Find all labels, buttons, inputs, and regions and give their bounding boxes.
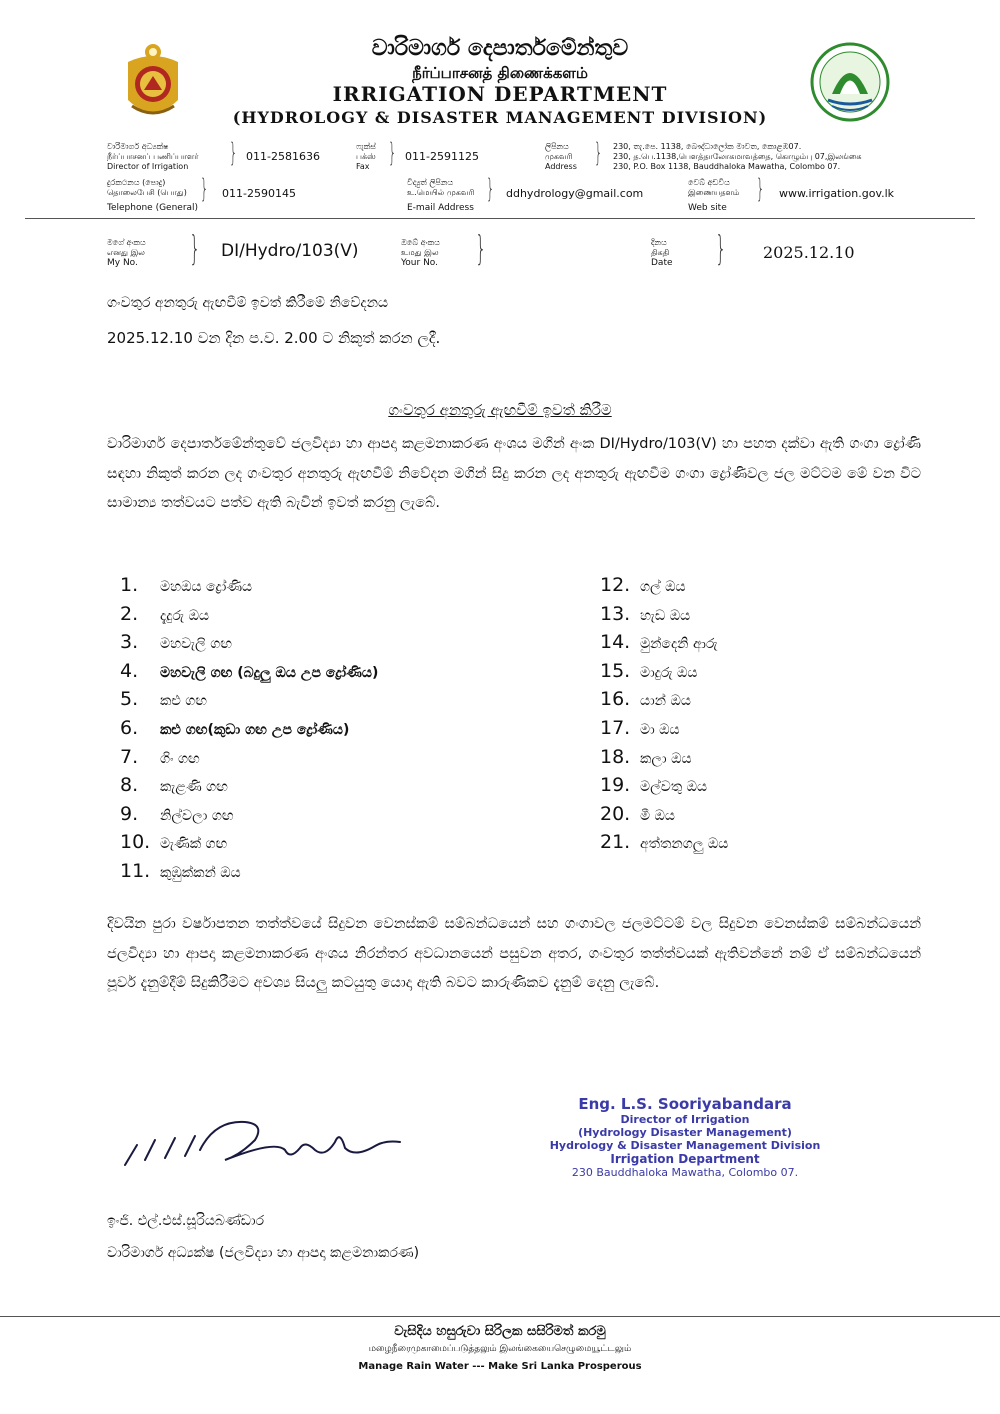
list-item [120,717,540,746]
list-number: 8. [120,774,139,797]
footer-slogan-ta: மழைநீரைமுகாமைப்படுத்தலும் இலங்கையைசெழுமையூட்டலும் [368,1344,632,1354]
list-text: හැඩ ඔය [640,607,691,624]
list-number: 11. [120,859,151,882]
notice-title: ගංවතුර අනතුරු ඇඟවීම් ඉවත් කිරීමේ නිවේදනය [107,295,389,311]
list-text: අත්තනගලු ඔය [640,836,729,853]
list-text: මා ඔය [640,721,680,738]
list-item [600,803,920,832]
brace: } [594,138,603,168]
list-text: කලා ඔය [640,750,692,767]
list-item [600,688,920,717]
list-number: 3. [120,631,139,654]
notice-issued: 2025.12.10 වන දින ප.ව. 2.00 ට නිකුත් කරන ලදී. [107,329,441,347]
my-no-label: මගේ අංකය எனது இல My No. [107,238,146,268]
website-url: www.irrigation.gov.lk [779,187,895,200]
list-text: මහවැලි ගඟ (බදුලු ඔය උප ද්‍රෝණිය) [160,664,379,681]
signatory-title: වාරිමාර්ග අධ්‍යක්ෂ (ජලවිද්‍යා හා ආපදා කළමනාකරණ) [107,1245,420,1261]
director-phone: 011-2581636 [246,150,320,163]
brace: } [189,229,201,269]
list-text: මී ඔය [640,807,675,824]
list-text: නිල්වලා ගඟ [160,807,234,824]
handwritten-signature [115,1110,415,1180]
signatory-name: ඉංජි. එල්.එස්.සූරියබණ්ඩාර [107,1213,265,1229]
list-text: ගල් ඔය [640,579,686,595]
email-label: විද්‍යුත් ලිපිනය உ.மெயில் முகவரி E-mail Address [407,178,475,213]
brace: } [715,229,727,269]
basin-list-left [120,574,540,889]
list-number: 20. [600,802,631,825]
section-heading: ගංවතුර අනතුරු ඇඟවීම් ඉවත් කිරීම [388,401,612,419]
list-item [120,631,540,660]
list-item [600,574,920,603]
address-text: 230, තැ.පෙ. 1138, බෞද්ධාලෝක මාවත, කොළඹ07. 230, த.பெ.1138,பௌத்தாலோகமாவத்தை, கொழும்பு 07,இலங்கை 230, P.O. Box 1138, Bauddhaloka Mawatha, Colombo 07. [613,142,862,171]
list-text: කුඹුක්කන් ඔය [160,864,241,881]
list-text: දැදුරු ඔය [160,607,210,624]
list-item [600,717,920,746]
director-label: වාරිමාර්ග අධ්‍යක්ෂ நீர்ப்பாசனப் பணிப்பாளர் Director of Irrigation [107,142,199,171]
list-number: 1. [120,574,139,596]
list-item [120,831,540,860]
list-number: 10. [120,831,151,854]
list-item [120,574,540,603]
list-item [600,660,920,689]
brace: } [229,138,238,168]
list-number: 13. [600,602,631,625]
list-text: මැණික් ගඟ [160,836,228,853]
list-text: යාන් ඔය [640,693,691,710]
your-no-label: ඔබේ අංකය உமது இல Your No. [401,238,440,268]
list-item [120,774,540,803]
list-text: මාදුරු ඔය [640,664,698,681]
title-sinhala: වාරිමාර්ග දෙපාර්තමේන්තුව [371,36,629,61]
list-number: 12. [600,574,631,596]
list-text: කැළණි ගඟ [160,779,228,796]
list-item [120,803,540,832]
fax-number: 011-2591125 [405,150,479,163]
official-stamp: Eng. L.S. Sooriyabandara Director of Irrigation (Hydrology Disaster Management) Hydrology & Disaster Management Division Irrigation Department 230 Bauddhaloka Mawatha, Colombo 07. [549,1095,821,1179]
header-divider [25,218,975,219]
date-value: 2025.12.10 [763,243,855,262]
address-label: ලිපිනය முகவரி Address [545,142,577,171]
list-item [120,603,540,632]
fax-label: ෆැක්ස් பக்ஸ் Fax [356,142,376,171]
brace: } [200,174,209,204]
my-no-value: DI/Hydro/103(V) [221,241,359,261]
title-tamil: நீர்ப்பாசனத் திணைக்களம் [412,64,588,82]
list-number: 5. [120,688,139,711]
list-text: මුන්දෙනි ආරු [640,636,718,653]
list-item [120,860,540,889]
brace: } [475,229,487,269]
footer-divider [0,1316,1000,1317]
date-label: දිනය திகதி Date [651,238,673,268]
list-item [120,660,540,689]
list-item [600,603,920,632]
email-address: ddhydrology@gmail.com [506,187,644,200]
footer-slogan-si: වැසිදිය හසුරුවා සිරිලක සසිරිමත් කරමු [394,1324,606,1339]
title-english: IRRIGATION DEPARTMENT [332,82,668,106]
list-number: 6. [120,716,139,739]
list-number: 4. [120,659,139,682]
division-title: (HYDROLOGY & DISASTER MANAGEMENT DIVISION) [232,108,768,127]
list-text: ගිං ගඟ [160,750,200,767]
list-item [120,688,540,717]
list-text: මහඔය ද්‍රෝණිය [160,579,253,595]
list-item [600,774,920,803]
list-number: 14. [600,631,631,654]
brace: } [756,174,765,204]
list-item [600,746,920,775]
brace: } [388,138,397,168]
list-item [120,746,540,775]
telephone-number: 011-2590145 [222,187,296,200]
list-number: 21. [600,831,631,854]
list-item [600,631,920,660]
telephone-label: දුරකථනය (පොදු) தொலைபேசி (பொது) Telephone (General) [107,178,199,213]
list-number: 16. [600,688,631,711]
brace: } [486,174,495,204]
list-number: 19. [600,774,631,797]
list-number: 18. [600,745,631,768]
website-label: වෙබ් අඩවිය இணையதளம் Web site [688,178,740,213]
list-text: කළු ගඟ [160,693,208,710]
main-paragraph: වාරිමාර්ග දෙපාර්තමේන්තුවේ ජලවිද්‍යා හා ආපදා කළමනාකරණ අංශය මගින් අංක DI/Hydro/103(V) හා පහත දක්වා ඇති ගංගා ද්‍රෝණි සඳහා නිකුත් කරන ලද ගංවතුර අනතුරු ඇඟවීම් නිවේදන මගින් සිදු කරන ලද අනතුරු ඇඟවීම ගංගා ද්‍රෝණිවල ජල මට්ටම මේ වන විට සාමාන්‍ය තත්වයට පත්ව ඇති බැවින් ඉවත් කරනු ලැබේ. [107,436,921,511]
list-text: මහවැලි ගඟ [160,636,232,653]
list-number: 17. [600,716,631,739]
list-number: 9. [120,802,139,825]
list-number: 2. [120,602,139,625]
list-item [600,831,920,860]
basin-list-right [600,574,920,860]
list-text: කළු ගඟ(කුඩා ගඟ උප ද්‍රෝණිය) [160,721,350,738]
footer-slogan-en: Manage Rain Water --- Make Sri Lanka Prosperous [358,1361,642,1372]
list-text: මල්වතු ඔය [640,779,708,796]
closing-paragraph: දිවයින පුරා වර්ෂාපතන තත්ත්වයේ සිදුවන වෙනස්කම් සම්බන්ධයෙන් සහ ගංගාවල ජලමට්ටම් වල සිදුවන වෙනස්කම් සම්බන්ධයෙන් ජලවිද්‍යා හා ආපදා කළමනාකරණ අංශය නිරන්තර අවධානයෙන් පසුවන අතර, ගංවතුර තත්ත්වයක් ඇතිවන්නේ නම් ඒ සම්බන්ධයෙන් පූර්ව දැනුම්දීම් සිදුකිරීමට අවශ්‍ය සියලු කටයුතු යොදා ඇති බවට කාරුණිකව දැනුම් දෙනු ලැබේ. [107,916,921,991]
list-number: 15. [600,659,631,682]
list-number: 7. [120,745,139,768]
